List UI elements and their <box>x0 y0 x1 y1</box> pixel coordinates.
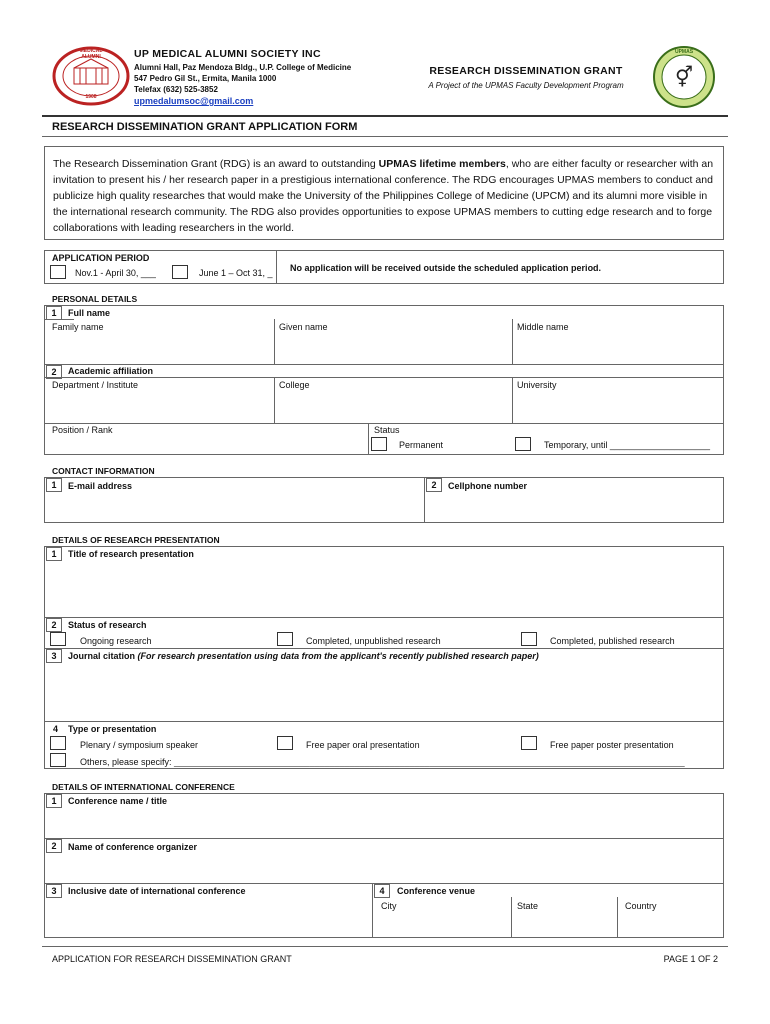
family-name-field[interactable] <box>52 335 272 363</box>
contact-divider <box>424 477 425 523</box>
city-state-divider <box>511 897 512 938</box>
conference-name-number: 1 <box>46 794 62 808</box>
conference-date-field[interactable] <box>50 900 366 935</box>
state-country-divider <box>617 897 618 938</box>
presentation-type-number: 4 <box>53 724 59 734</box>
full-name-rule <box>44 319 74 320</box>
country-label: Country <box>625 901 657 911</box>
organizer-number: 2 <box>46 839 62 853</box>
journal-citation-label: Journal citation <box>68 651 136 661</box>
organizer-label: Name of conference organizer <box>68 842 198 852</box>
org-address-1: Alumni Hall, Paz Mendoza Bldg., U.P. College of Medicine <box>134 63 352 72</box>
conference-name-label: Conference name / title <box>68 796 168 806</box>
intro-text-pre: The Research Dissemination Grant (RDG) is an award to outstanding <box>53 158 379 170</box>
period-label: APPLICATION PERIOD <box>52 253 150 263</box>
state-label: State <box>517 901 539 911</box>
university-label: University <box>517 380 557 390</box>
period-option-2-label: June 1 – Oct 31, _ <box>199 268 273 278</box>
others-checkbox[interactable] <box>50 753 66 767</box>
left-logo-year: 1908 <box>85 94 97 100</box>
cellphone-field[interactable] <box>430 494 720 520</box>
full-name-label: Full name <box>68 308 111 318</box>
plenary-checkbox[interactable] <box>50 736 66 750</box>
research-title-label: Title of research presentation <box>68 549 194 559</box>
ongoing-research-checkbox[interactable] <box>50 632 66 646</box>
research-status-label: Status of research <box>68 620 147 630</box>
given-name-field[interactable] <box>279 335 509 363</box>
department-field[interactable] <box>52 392 272 422</box>
name-divider-1 <box>274 319 275 365</box>
page-number: PAGE 1 OF 2 <box>663 954 718 964</box>
state-field[interactable] <box>514 913 614 935</box>
intro-box <box>44 146 724 240</box>
org-email-link[interactable]: upmedalumsoc@gmail.com <box>134 96 254 106</box>
oral-presentation-checkbox[interactable] <box>277 736 293 750</box>
journal-citation-note: (For research presentation using data from the applicant's recently published research paper) <box>137 651 539 661</box>
email-label: E-mail address <box>68 481 133 491</box>
journal-citation-number: 3 <box>46 649 62 663</box>
period-option-2-checkbox[interactable] <box>172 265 188 279</box>
grant-subtitle: A Project of the UPMAS Faculty Development Program <box>428 81 624 90</box>
email-field[interactable] <box>52 494 420 520</box>
status-permanent-label: Permanent <box>399 440 444 450</box>
university-field[interactable] <box>517 392 722 422</box>
research-title-field[interactable] <box>50 563 720 615</box>
grant-title: RESEARCH DISSEMINATION GRANT <box>429 65 623 77</box>
position-divider <box>368 423 369 455</box>
oral-presentation-label: Free paper oral presentation <box>306 740 420 750</box>
college-label: College <box>279 380 310 390</box>
svg-text:⚥: ⚥ <box>674 65 694 89</box>
poster-presentation-label: Free paper poster presentation <box>550 740 674 750</box>
intro-text-post: , who are either faculty or researcher with an invitation to present his / her research paper in a prestigious international conference. The RDG encourages UPMAS members to conduct and publicize high quality researches that would make the University of the Philippines College of Medicine (UPCM) and its alumni more visible in the international research community. The RDG also provides opportunities to expose UPMAS members to cutting edge research and to forge collaborations with leading researchers in the world. <box>53 158 714 234</box>
conference-section-title: DETAILS OF INTERNATIONAL CONFERENCE <box>52 782 235 792</box>
given-name-label: Given name <box>279 322 328 332</box>
city-label: City <box>381 901 397 911</box>
conference-venue-number: 4 <box>374 884 390 898</box>
conference-date-number: 3 <box>46 884 62 898</box>
footer-title: APPLICATION FOR RESEARCH DISSEMINATION GRANT <box>52 954 292 964</box>
conference-date-label: Inclusive date of international conference <box>68 886 246 896</box>
status-temporary-checkbox[interactable] <box>515 437 531 451</box>
department-label: Department / Institute <box>52 380 139 390</box>
status-label: Status <box>374 425 400 435</box>
completed-published-label: Completed, published research <box>550 636 675 646</box>
affil-divider-1 <box>274 377 275 424</box>
completed-unpublished-label: Completed, unpublished research <box>306 636 441 646</box>
college-field[interactable] <box>279 392 509 422</box>
footer-divider <box>42 946 728 947</box>
status-temporary-label: Temporary, until ____________________ <box>544 440 710 450</box>
org-name: UP MEDICAL ALUMNI SOCIETY INC <box>134 48 321 60</box>
others-label: Others, please specify: ______________________________________________________________________________________________________ <box>80 757 685 767</box>
cellphone-label: Cellphone number <box>448 481 528 491</box>
right-logo-text: UPMAS <box>674 49 694 55</box>
form-title: RESEARCH DISSEMINATION GRANT APPLICATION FORM <box>52 121 358 133</box>
header-divider <box>42 115 728 117</box>
right-logo <box>651 46 717 108</box>
intro-text-bold: UPMAS lifetime members <box>378 158 506 170</box>
family-name-label: Family name <box>52 322 104 332</box>
conference-name-field[interactable] <box>50 809 720 837</box>
completed-unpublished-checkbox[interactable] <box>277 632 293 646</box>
completed-published-checkbox[interactable] <box>521 632 537 646</box>
research-title-number: 1 <box>46 547 62 561</box>
position-field[interactable] <box>52 437 362 453</box>
affiliation-rule <box>44 377 724 378</box>
contact-section-title: CONTACT INFORMATION <box>52 466 155 476</box>
conference-venue-label: Conference venue <box>397 886 476 896</box>
period-option-1-checkbox[interactable] <box>50 265 66 279</box>
venue-divider <box>372 883 373 938</box>
plenary-label: Plenary / symposium speaker <box>80 740 199 750</box>
journal-citation-field[interactable] <box>50 665 720 719</box>
period-option-1-label: Nov.1 - April 30, ___ <box>75 268 156 278</box>
left-logo-text: MEDICAL ALUMNI <box>79 48 103 60</box>
presentation-section-title: DETAILS OF RESEARCH PRESENTATION <box>52 535 220 545</box>
period-notice: No application will be received outside the scheduled application period. <box>290 263 602 273</box>
org-address-2: 547 Pedro Gil St., Ermita, Manila 1000 <box>134 74 277 83</box>
org-telefax: Telefax (632) 525-3852 <box>134 85 218 94</box>
affiliation-label: Academic affiliation <box>68 366 154 376</box>
organizer-field[interactable] <box>50 855 720 882</box>
position-label: Position / Rank <box>52 425 113 435</box>
city-field[interactable] <box>376 913 508 935</box>
cellphone-number: 2 <box>426 478 442 492</box>
poster-presentation-checkbox[interactable] <box>521 736 537 750</box>
status-permanent-checkbox[interactable] <box>371 437 387 451</box>
presentation-type-label: Type or presentation <box>68 724 157 734</box>
middle-name-field[interactable] <box>517 335 722 363</box>
affiliation-number: 2 <box>46 365 62 379</box>
left-logo <box>52 46 130 106</box>
email-number: 1 <box>46 478 62 492</box>
ongoing-research-label: Ongoing research <box>80 636 152 646</box>
country-field[interactable] <box>620 913 720 935</box>
full-name-number: 1 <box>46 306 62 320</box>
period-divider <box>276 250 277 284</box>
research-status-number: 2 <box>46 618 62 632</box>
affil-divider-2 <box>512 377 513 424</box>
title-divider <box>42 136 728 137</box>
personal-section-title: PERSONAL DETAILS <box>52 294 138 304</box>
name-divider-2 <box>512 319 513 365</box>
middle-name-label: Middle name <box>517 322 569 332</box>
